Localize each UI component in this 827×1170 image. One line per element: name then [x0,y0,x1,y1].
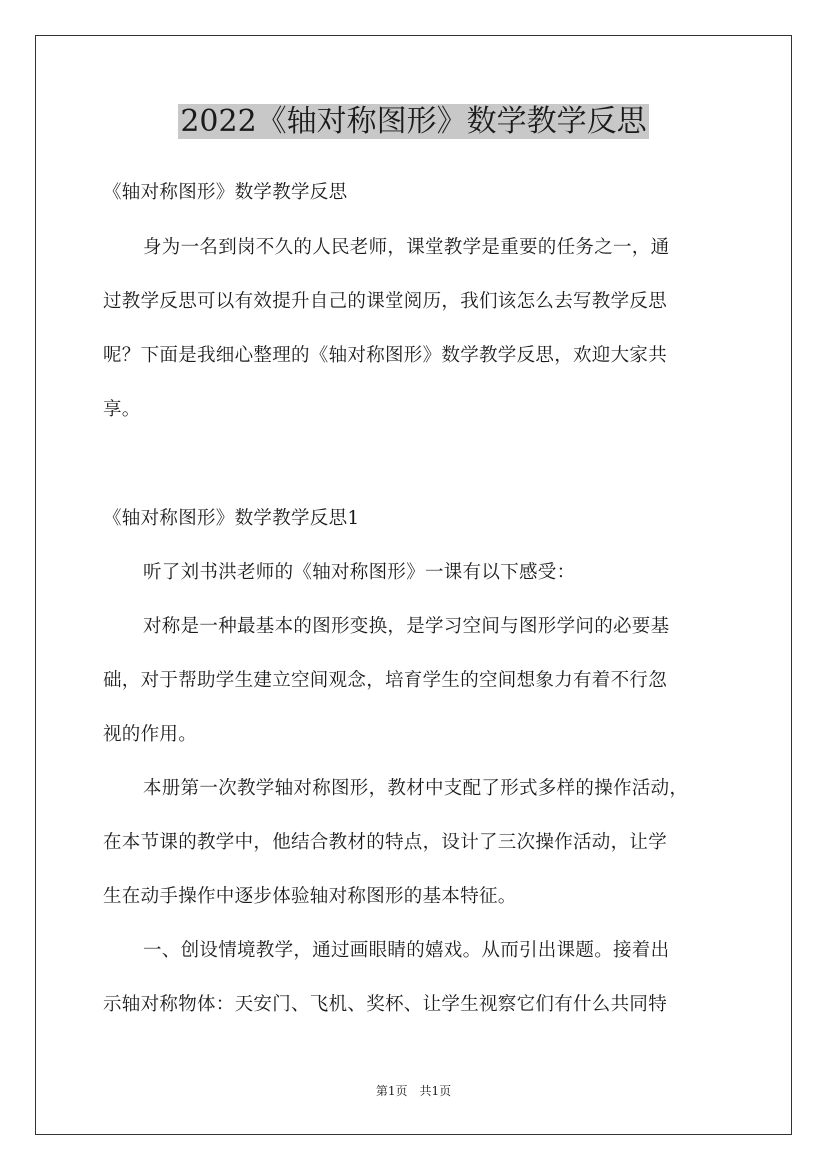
paragraph-line: 础，对于帮助学生建立空间观念，培育学生的空间想象力有着不行忽 [103,670,668,691]
paragraph-line: 在本节课的教学中，他结合教材的特点，设计了三次操作活动，让学 [103,832,668,853]
paragraph-line: 本册第一次教学轴对称图形，教材中支配了形式多样的操作活动， [143,778,689,799]
document-subtitle: 《轴对称图形》数学教学反思 [103,182,348,203]
paragraph-line: 一、创设情境教学，通过画眼睛的嬉戏。从而引出课题。接着出 [143,940,670,961]
intro-line: 过教学反思可以有效提升自己的课堂阅历，我们该怎么去写教学反思 [103,291,668,312]
paragraph-line: 听了刘书洪老师的《轴对称图形》一课有以下感受： [143,562,576,583]
paragraph-line: 视的作用。 [103,724,198,745]
paragraph-line: 生在动手操作中逐步体验轴对称图形的基本特征。 [103,886,517,907]
paragraph-line: 示轴对称物体：天安门、飞机、奖杯、让学生视察它们有什么共同特 [103,994,668,1015]
intro-line: 身为一名到岗不久的人民老师，课堂教学是重要的任务之一，通 [143,237,670,258]
page-footer: 第1页 共1页 [375,1084,452,1098]
intro-line: 呢？下面是我细心整理的《轴对称图形》数学教学反思，欢迎大家共 [103,345,668,366]
document-title-text: 2022《轴对称图形》数学教学反思 [180,104,647,139]
section-heading: 《轴对称图形》数学教学反思1 [103,508,360,529]
intro-line: 享。 [103,399,141,420]
paragraph-line: 对称是一种最基本的图形变换，是学习空间与图形学问的必要基 [143,616,670,637]
document-title [0,100,827,144]
